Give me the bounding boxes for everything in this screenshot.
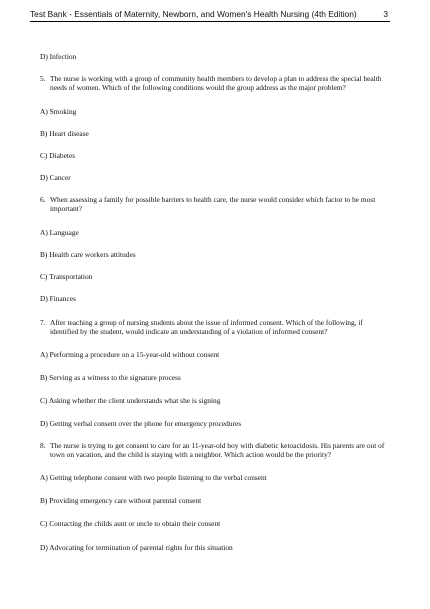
question-5 xyxy=(40,74,400,92)
header-title: Test Bank - Essentials of Maternity, Newborn, and Women's Health Nursing (4th Edition) xyxy=(30,9,357,19)
answer-option: C) Diabetes xyxy=(40,151,76,160)
answer-option: A) Performing a procedure on a 15-year-old without consent xyxy=(40,350,220,359)
answer-option: A) Smoking xyxy=(40,107,77,116)
question-7 xyxy=(40,318,400,336)
question-text: After teaching a group of nursing students about the issue of informed consent. Which of the following, if identified by the student, would indicate an understanding of a violation of informed consent? xyxy=(50,318,363,336)
question-6 xyxy=(40,195,400,213)
answer-option: B) Serving as a witness to the signature process xyxy=(40,373,181,382)
answer-option: B) Providing emergency care without parental consent xyxy=(40,496,202,505)
answer-option: B) Health care workers attitudes xyxy=(40,250,136,259)
question-8 xyxy=(40,441,400,459)
answer-option: C) Asking whether the client understands what she is signing xyxy=(40,396,221,405)
answer-option: D) Finances xyxy=(40,294,76,303)
answer-option: A) Language xyxy=(40,228,79,237)
question-text: When assessing a family for possible barriers to health care, the nurse would consider which factor to be most important? xyxy=(50,195,376,213)
question-text: The nurse is trying to get consent to care for an 11-year-old boy with diabetic ketoacidosis. His parents are out of town on vacation, and the child is staying with a neighbor. Which action would be the priority? xyxy=(50,441,385,459)
answer-option: B) Heart disease xyxy=(40,129,89,138)
answer-option: C) Transportation xyxy=(40,272,93,281)
answer-option: A) Getting telephone consent with two people listening to the verbal consent xyxy=(40,473,267,482)
question-text: The nurse is working with a group of community health members to develop a plan to address the special health needs of women. Which of the following conditions would the group address as the major problem? xyxy=(50,74,382,92)
previous-answer-option: D) Infection xyxy=(40,52,77,61)
answer-option: D) Cancer xyxy=(40,173,71,182)
page-number: 3 xyxy=(383,9,388,19)
answer-option: C) Contacting the childs aunt or uncle to obtain their consent xyxy=(40,519,221,528)
question-number: 7. xyxy=(40,318,46,327)
question-number: 6. xyxy=(40,195,46,204)
answer-option: D) Getting verbal consent over the phone for emergency procedures xyxy=(40,419,242,428)
question-number: 8. xyxy=(40,441,46,450)
question-number: 5. xyxy=(40,74,46,83)
answer-option: D) Advocating for termination of parental rights for this situation xyxy=(40,543,233,552)
